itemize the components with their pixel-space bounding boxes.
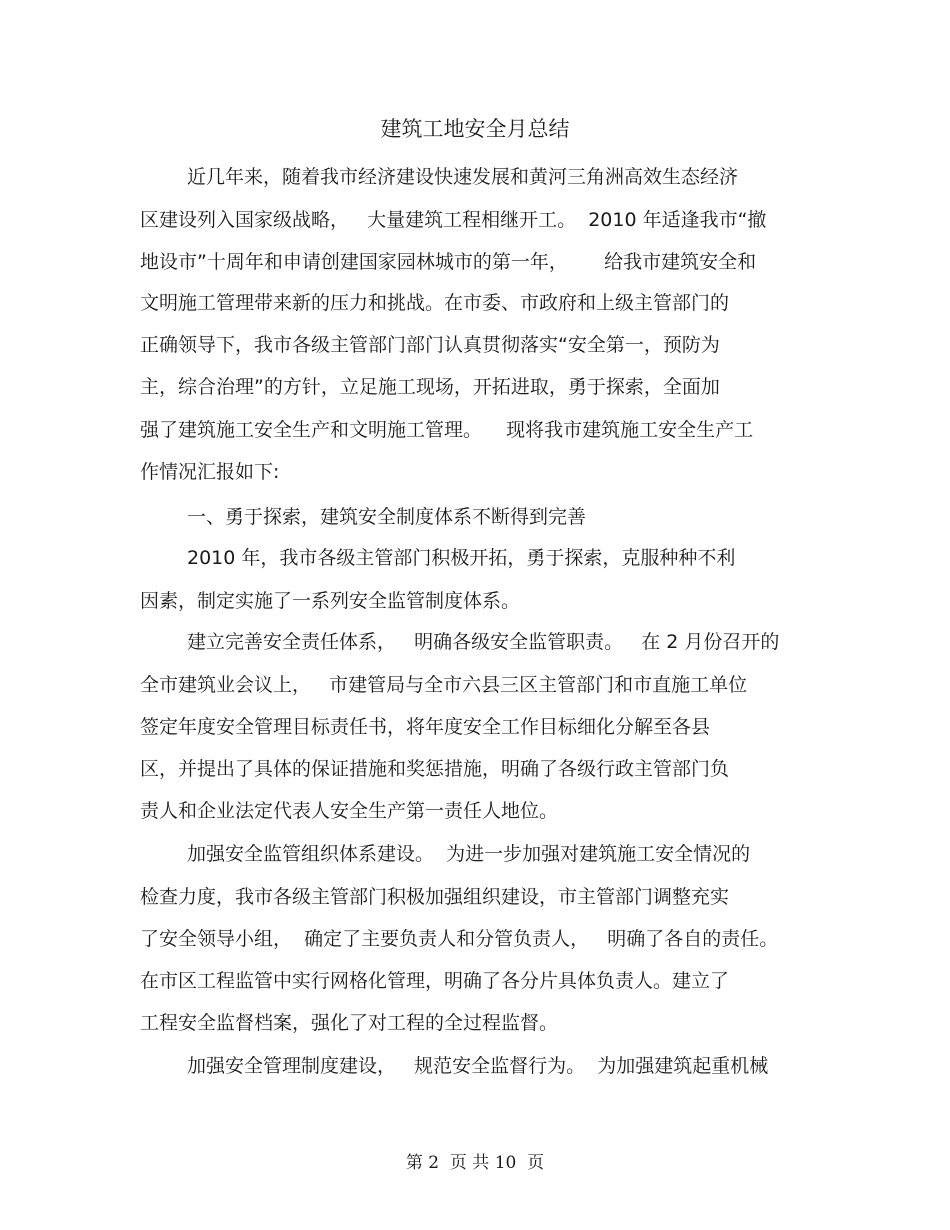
- paragraph-line: 区建设列入国家级战略， 大量建筑工程相继开工。 2010 年适逢我市“撤: [140, 209, 767, 231]
- section-heading: 一、勇于探索，建筑安全制度体系不断得到完善: [187, 506, 587, 528]
- paragraph-line: 近几年来，随着我市经济建设快速发展和黄河三角洲高效生态经济: [187, 166, 739, 188]
- paragraph-line: 主，综合治理”的方针，立足施工现场，开拓进取，勇于探索，全面加: [140, 376, 720, 398]
- paragraph-line: 建立完善安全责任体系， 明确各级安全监管职责。 在 2 月份召开的: [187, 631, 780, 653]
- paragraph-line: 在市区工程监管中实行网格化管理，明确了各分片具体负责人。建立了: [140, 970, 730, 992]
- paragraph-line: 作情况汇报如下:: [140, 461, 280, 483]
- paragraph-line: 2010 年，我市各级主管部门积极开拓，勇于探索，克服种种不利: [187, 547, 736, 569]
- paragraph-line: 正确领导下，我市各级主管部门部门认真贯彻落实“安全第一，预防为: [140, 334, 720, 356]
- paragraph-line: 签定年度安全管理目标责任书，将年度安全工作目标细化分解至各县: [140, 716, 711, 738]
- paragraph-line: 强了建筑施工安全生产和文明施工管理。 现将我市建筑施工安全生产工: [140, 419, 754, 441]
- page-number-footer: 第 2 页 共 10 页: [405, 1153, 545, 1173]
- paragraph-line: 检查力度，我市各级主管部门积极加强组织建设，市主管部门调整充实: [140, 886, 730, 908]
- paragraph-line: 文明施工管理带来新的压力和挑战。在市委、市政府和上级主管部门的: [140, 292, 730, 314]
- paragraph-line: 因素，制定实施了一系列安全监管制度体系。: [140, 590, 521, 612]
- paragraph-line: 工程安全监督档案，强化了对工程的全过程监督。: [140, 1012, 559, 1034]
- paragraph-line: 了安全领导小组， 确定了主要负责人和分管负责人， 明确了各自的责任。: [140, 928, 779, 950]
- paragraph-line: 加强安全管理制度建设， 规范安全监督行为。 为加强建筑起重机械: [187, 1055, 769, 1077]
- paragraph-line: 责人和企业法定代表人安全生产第一责任人地位。: [140, 800, 559, 822]
- paragraph-line: 区，并提出了具体的保证措施和奖惩措施，明确了各级行政主管部门负: [140, 758, 730, 780]
- paragraph-line: 地设市”十周年和申请创建国家园林城市的第一年， 给我市建筑安全和: [140, 251, 757, 273]
- paragraph-line: 全市建筑业会议上， 市建管局与全市六县三区主管部门和市直施工单位: [140, 674, 748, 696]
- paragraph-line: 加强安全监管组织体系建设。 为进一步加强对建筑施工安全情况的: [187, 843, 751, 865]
- document-title: 建筑工地安全月总结: [380, 117, 570, 141]
